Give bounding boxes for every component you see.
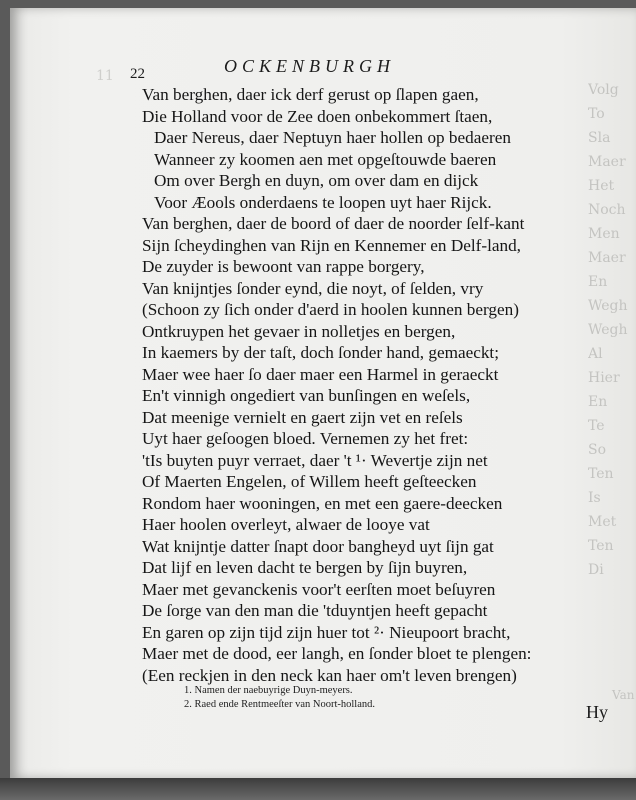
bleed-through-word: Ten (588, 538, 614, 554)
bleed-through-word: En (588, 394, 608, 410)
bleed-through-word: Ten (588, 466, 614, 482)
verse-line: (Schoon zy ſich onder d'aerd in hoolen kunnen bergen) (142, 300, 519, 319)
verse-line: 'tIs buyten puyr verraet, daer 't ¹· Wevertje zijn net (142, 450, 488, 470)
verse-line: De ſorge van den man die 'tduyntjen heeft gepacht (142, 601, 488, 620)
verse-block (142, 84, 612, 686)
bleed-through-word: Noch (588, 202, 626, 218)
verse-line: Maer met de dood, eer langh, en ſonder bloet te plengen: (142, 644, 532, 663)
bleed-through-word: Maer (588, 154, 626, 170)
book-page (10, 8, 636, 778)
bleed-through-word: Is (588, 490, 601, 506)
verse-line: Rondom haer wooningen, en met een gaere-deecken (142, 493, 503, 513)
bleed-through-word: Sla (588, 130, 611, 146)
verse-line: Of Maerten Engelen, of Willem heeft geſteecken (142, 472, 477, 491)
bleed-through-word: So (588, 442, 607, 458)
footnote-2: 2. Raed ende Rentmeeſter van Noort-holland. (184, 699, 375, 710)
bleed-through-word: Wegh (588, 298, 628, 314)
verse-line: (Een reckjen in den neck kan haer om't leven brengen) (142, 665, 517, 685)
verse-line: Om over Bergh en duyn, om over dam en dijck (154, 171, 479, 190)
bleed-through-word: Al (588, 346, 603, 362)
footnote-1: 1. Namen der naebuyrige Duyn-meyers. (184, 685, 353, 696)
page-number: 22 (130, 66, 145, 82)
bleed-through-word: Men (588, 226, 620, 242)
verse-line: Van berghen, daer ick derf gerust op ſlapen gaen, (142, 85, 479, 104)
verse-line: Wanneer zy koomen aen met opgeſtouwde baeren (154, 149, 497, 169)
bleed-through-word: To (588, 106, 605, 122)
verse-line: Dat lijf en leven dacht te bergen by ſijn buyren, (142, 558, 468, 577)
bleed-through-word: Wegh (588, 322, 628, 338)
bleed-through-word: Maer (588, 250, 626, 266)
catchword: Hy (586, 702, 608, 722)
verse-line: Van berghen, daer de boord of daer de noorder ſelf-kant (142, 214, 525, 233)
verse-line: Haer hoolen overleyt, alwaer de looye vat (142, 515, 430, 534)
verse-line: Wat knijntje datter ſnapt door bangheyd uyt ſijn gat (142, 536, 494, 556)
bleed-through-word: Di (588, 562, 604, 578)
verse-line: Voor Æools onderdaens te loopen uyt haer Rijck. (154, 192, 492, 212)
footnotes (184, 684, 375, 712)
verse-line: Dat meenige vernielt en gaert zijn vet en reſels (142, 407, 463, 427)
bleed-through-word: En (588, 274, 608, 290)
bleed-through-catchword: Van (612, 688, 635, 702)
running-head: OCKENBURGH (224, 56, 395, 76)
bleed-through-word: Volg (588, 82, 619, 98)
verse-line: Maer wee haer ſo daer maer een Harmel in geraeckt (142, 364, 499, 384)
verse-line: Daer Nereus, daer Neptuyn haer hollen op bedaeren (154, 128, 511, 147)
verse-line: De zuyder is bewoont van rappe borgery, (142, 257, 425, 276)
verse-line: Ontkruypen het gevaer in nolletjes en bergen, (142, 321, 456, 341)
verse-line: En't vinnigh ongediert van bunſingen en weſels, (142, 386, 471, 405)
bleed-through-word: Hier (588, 370, 620, 386)
verse-line: Uyt haer geſoogen bloed. Vernemen zy het fret: (142, 429, 469, 448)
bleed-through-word: Met (588, 514, 617, 530)
scan-bottom-edge (0, 778, 636, 800)
verse-line: In kaemers by der taſt, doch ſonder hand, gemaeckt; (142, 343, 499, 362)
verse-line: En garen op zijn tijd zijn huer tot ²· Nieupoort bracht, (142, 622, 511, 642)
bleed-through-word: Het (588, 178, 615, 194)
verse-line: Van knijntjes ſonder eynd, die noyt, of ſelden, vry (142, 278, 484, 298)
bleed-through-word: Te (588, 418, 605, 434)
verse-line: Die Holland voor de Zee doen onbekommert ſtaen, (142, 106, 493, 126)
bleed-through-margin-text: 11 (96, 68, 114, 84)
verse-line: Maer met gevanckenis voor't eerſten moet beſuyren (142, 579, 496, 599)
verse-line: Sijn ſcheydinghen van Rijn en Kennemer en Delf-land, (142, 235, 521, 255)
